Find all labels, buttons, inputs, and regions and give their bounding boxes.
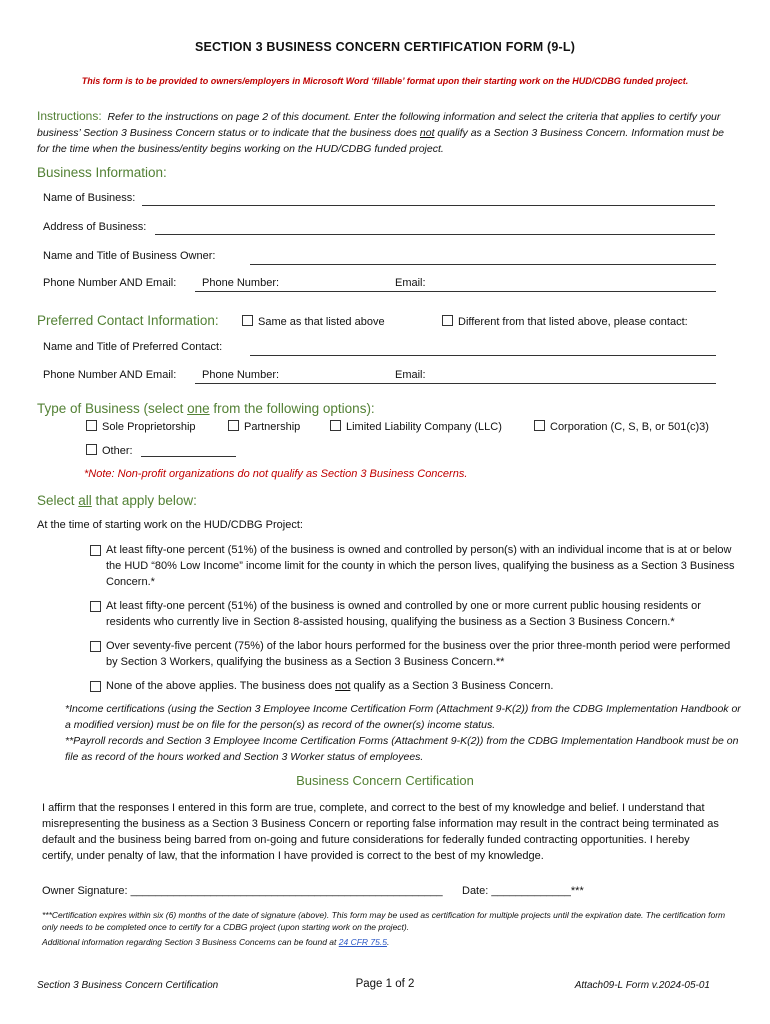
other-option[interactable] (86, 444, 133, 457)
preferred-email-field[interactable] (395, 383, 716, 384)
partnership-label: Partnership (244, 421, 301, 433)
criterion-none-text (90, 678, 740, 694)
payroll-footnote: **Payroll records and Section 3 Employee Income Certification Forms (Attachment 9-K(2)) from the CDBG Implementation Handbook must be on file as record of the hours worked and Section 3 Worker status of employees. (65, 735, 739, 763)
llc-option[interactable] (330, 420, 502, 433)
instructions-text-1: Refer to the instructions on page 2 of this document. Enter the following information and select the criteria that applies to certify your business’ Section 3 Business Concern status or to indicate that the business does (37, 111, 721, 139)
business-address-field[interactable] (155, 234, 715, 235)
other-field[interactable] (141, 456, 236, 457)
additional-info-post: . (386, 937, 390, 947)
preferred-contact-name-field[interactable] (250, 355, 716, 356)
criterion-none-post: qualify as a Section 3 Business Concern. (350, 680, 554, 692)
footer-left: Section 3 Business Concern Certification (37, 980, 219, 991)
business-info-heading: Business Information: (37, 165, 167, 180)
expiry-note: ***Certification expires within six (6) months of the date of signature (above). This form may be used as certification for multiple projects until the expiration date. The certification form only needs to be completed once to certify for a CDBG project (upon starting work on the project). (42, 910, 726, 932)
instructions (37, 108, 737, 157)
preferred-email-label: Email: (395, 369, 426, 381)
owner-signature-field[interactable]: Owner Signature: ___________________________________________________ (42, 885, 443, 897)
criterion-labor-hours[interactable] (90, 638, 740, 670)
business-email-label: Email: (395, 277, 426, 289)
criterion-labor-hours-checkbox[interactable] (90, 641, 101, 652)
different-contact-label: Different from that listed above, please contact: (458, 316, 688, 328)
criterion-none[interactable] (90, 678, 740, 694)
corporation-option[interactable] (534, 420, 709, 433)
preferred-phone-label: Phone Number: (202, 369, 280, 381)
different-contact-checkbox[interactable] (442, 315, 453, 326)
criteria-heading-pre: Select (37, 493, 79, 508)
business-email-field[interactable] (395, 291, 716, 292)
business-address-label: Address of Business: (43, 221, 147, 233)
business-phone-label: Phone Number: (202, 277, 280, 289)
cfr-link[interactable]: 24 CFR 75.5 (338, 937, 387, 947)
sole-proprietorship-option[interactable] (86, 420, 196, 433)
partnership-checkbox[interactable] (228, 420, 239, 431)
additional-info-pre: Additional information regarding Section 3 Business Concerns can be found at (42, 937, 339, 947)
same-as-above-checkbox[interactable] (242, 315, 253, 326)
criterion-labor-hours-text: Over seventy-five percent (75%) of the labor hours performed for the business over the prior three-month period were performed by Section 3 Workers, qualifying the business as a Section 3 Business Concern.** (106, 640, 731, 668)
instructions-text-2: qualify as a Section 3 Business Concern. Information must be for the time when the business/entity begins working on the HUD/CDBG funded project. (37, 127, 724, 155)
preferred-phone-field[interactable] (195, 383, 395, 384)
llc-label: Limited Liability Company (LLC) (346, 421, 502, 433)
corporation-checkbox[interactable] (534, 420, 545, 431)
business-phone-field[interactable] (195, 291, 395, 292)
business-type-heading (37, 401, 375, 416)
preferred-contact-heading: Preferred Contact Information: (37, 313, 219, 328)
sole-proprietorship-label: Sole Proprietorship (102, 421, 196, 433)
instructions-lead: Instructions: (37, 109, 102, 123)
criteria-heading-post: that apply below: (91, 493, 197, 508)
different-contact-option[interactable] (442, 315, 688, 328)
criterion-none-not: not (335, 680, 351, 692)
preferred-contact-name-label: Name and Title of Preferred Contact: (43, 341, 223, 353)
criterion-none-checkbox[interactable] (90, 681, 101, 692)
same-as-above-label: Same as that listed above (258, 316, 385, 328)
partnership-option[interactable] (228, 420, 300, 433)
form-title: SECTION 3 BUSINESS CONCERN CERTIFICATION FORM (9-L) (194, 40, 576, 54)
criterion-public-housing-text: At least fifty-one percent (51%) of the business is owned and controlled by one or more current public housing residents or residents who currently live in Section 8-assisted housing, qualifying the business as a Section 3 Business Concern.* (106, 600, 701, 628)
instructions-not: not (419, 127, 435, 139)
business-phone-email-label: Phone Number AND Email: (43, 277, 177, 289)
preferred-phone-email-label: Phone Number AND Email: (43, 369, 177, 381)
sole-proprietorship-checkbox[interactable] (86, 420, 97, 431)
other-checkbox[interactable] (86, 444, 97, 455)
llc-checkbox[interactable] (330, 420, 341, 431)
criterion-public-housing-checkbox[interactable] (90, 601, 101, 612)
criterion-low-income[interactable] (90, 542, 740, 590)
income-footnote: *Income certifications (using the Section 3 Employee Income Certification Form (Attachment 9-K(2)) from the CDBG Implementation Handbook or a modified version) must be on file for the person(s) as record of the owner(s) income status. (65, 703, 741, 731)
additional-info (42, 936, 732, 948)
business-name-field[interactable] (142, 205, 715, 206)
certification-text: I affirm that the responses I entered in this form are true, complete, and correct to the best of my knowledge and belief. I understand that misrepresenting the business as a Section 3 Business Concern or reporting false information may result in the contract being terminated as default and the business being barred from on-going and future considerations for federally funded contracting opportunities. I hereby certify, under penalty of law, that the information I have provided is correct to the best of my knowledge. (42, 802, 719, 862)
criterion-public-housing[interactable] (90, 598, 740, 630)
business-owner-label: Name and Title of Business Owner: (43, 250, 216, 262)
criteria-heading-all: all (78, 493, 92, 508)
same-as-above-option[interactable] (242, 315, 385, 328)
business-owner-field[interactable] (250, 264, 716, 265)
business-type-heading-post: from the following options): (209, 401, 375, 416)
signature-date-field[interactable]: Date: _____________*** (462, 885, 584, 897)
corporation-label: Corporation (C, S, B, or 501(c)3) (550, 421, 709, 433)
other-label: Other: (102, 445, 133, 457)
business-type-heading-one: one (187, 401, 210, 416)
word-format-note: This form is to be provided to owners/employers in Microsoft Word ‘fillable’ format upon their starting work on the HUD/CDBG funded project. (81, 76, 689, 86)
criteria-heading (37, 493, 197, 508)
certification-heading: Business Concern Certification (296, 773, 474, 788)
page-number: Page 1 of 2 (355, 978, 415, 990)
business-name-label: Name of Business: (43, 192, 136, 204)
criteria-intro: At the time of starting work on the HUD/CDBG Project: (37, 519, 303, 531)
criterion-low-income-text: At least fifty-one percent (51%) of the business is owned and controlled by person(s) with an individual income that is at or below the HUD “80% Low Income” income limit for the county in which the person lives, qualifying the business as a Section 3 Business Concern.* (106, 544, 735, 588)
non-profit-note: *Note: Non-profit organizations do not qualify as Section 3 Business Concerns. (84, 468, 468, 480)
criterion-low-income-checkbox[interactable] (90, 545, 101, 556)
criterion-none-pre: None of the above applies. The business does (106, 680, 336, 692)
footer-right: Attach09-L Form v.2024-05-01 (574, 980, 710, 991)
business-type-heading-pre: Type of Business (select (37, 401, 188, 416)
